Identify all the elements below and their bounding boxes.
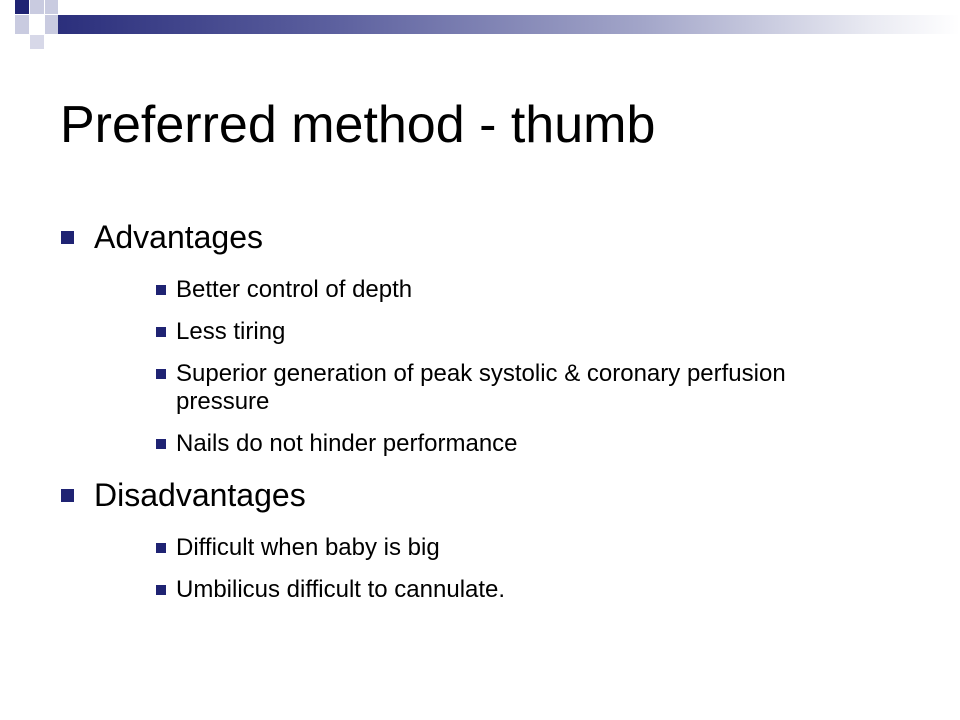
slide-title: Preferred method - thumb — [60, 96, 656, 154]
list-item-text: Nails do not hinder performance — [176, 430, 518, 457]
decorative-square — [15, 15, 29, 34]
section-heading-label: Disadvantages — [94, 477, 306, 513]
square-bullet-icon — [61, 231, 74, 244]
header-gradient-bar — [58, 15, 960, 34]
list-item — [156, 576, 920, 604]
list-item-text: Superior generation of peak systolic & coronary perfusion pressure — [176, 360, 786, 415]
decorative-square — [45, 15, 58, 34]
decorative-square — [30, 0, 44, 14]
list-item — [156, 360, 920, 416]
list-item — [156, 430, 920, 458]
list-item-text: Umbilicus difficult to cannulate. — [176, 576, 506, 603]
bullet-list — [60, 212, 920, 604]
square-bullet-icon — [156, 285, 166, 295]
square-bullet-icon — [156, 369, 166, 379]
square-bullet-icon — [156, 585, 166, 595]
list-item — [156, 276, 920, 304]
decorative-square — [30, 15, 44, 34]
list-item — [156, 534, 920, 562]
square-bullet-icon — [156, 327, 166, 337]
section-heading-label: Advantages — [94, 219, 264, 255]
square-bullet-icon — [156, 439, 166, 449]
section-heading-disadvantages — [60, 470, 920, 520]
decorative-square — [0, 0, 14, 14]
section-heading-advantages — [60, 212, 920, 262]
list-item-text: Less tiring — [176, 318, 286, 345]
decorative-square — [30, 35, 44, 49]
decorative-square — [15, 0, 29, 14]
list-item-text: Difficult when baby is big — [176, 534, 440, 561]
decorative-square — [45, 0, 58, 14]
list-item-text: Better control of depth — [176, 276, 413, 303]
list-item — [156, 318, 920, 346]
square-bullet-icon — [61, 489, 74, 502]
square-bullet-icon — [156, 543, 166, 553]
